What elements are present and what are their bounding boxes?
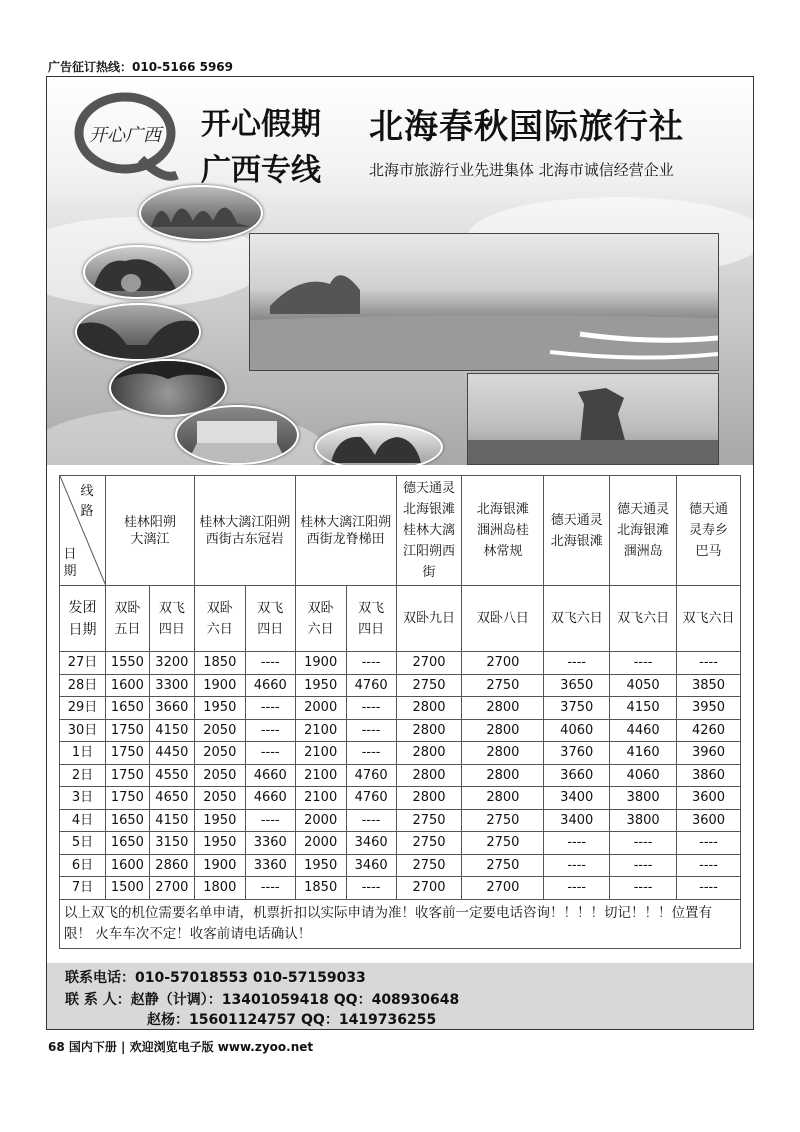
price-cell: 3850 bbox=[677, 674, 741, 697]
route-header: 德天通灵寿乡巴马 bbox=[677, 476, 741, 586]
mode-header: 双飞六日 bbox=[610, 586, 677, 652]
price-cell: 2800 bbox=[396, 742, 462, 765]
price-cell: 3650 bbox=[544, 674, 610, 697]
price-cell: 1850 bbox=[295, 877, 346, 900]
island-rock-photo bbox=[315, 423, 443, 465]
banner bbox=[47, 77, 753, 465]
waterfall-photo bbox=[175, 405, 299, 465]
table-row bbox=[60, 877, 741, 900]
price-cell: 2800 bbox=[462, 719, 544, 742]
route-header: 北海银滩涠洲岛桂林常规 bbox=[462, 476, 544, 586]
price-cell: 3660 bbox=[149, 697, 194, 720]
price-cell: 4150 bbox=[149, 719, 194, 742]
price-cell: 3200 bbox=[149, 652, 194, 675]
price-cell: ---- bbox=[245, 719, 295, 742]
price-cell: 2100 bbox=[295, 764, 346, 787]
start-date-label: 发团日期 bbox=[60, 586, 106, 652]
price-cell: ---- bbox=[610, 832, 677, 855]
price-cell: 3960 bbox=[677, 742, 741, 765]
route-header: 德天通灵北海银滩涠洲岛 bbox=[610, 476, 677, 586]
karst-river-photo bbox=[139, 185, 263, 241]
mode-header: 双卧六日 bbox=[194, 586, 245, 652]
logo-icon bbox=[71, 89, 179, 185]
price-cell: 2800 bbox=[462, 697, 544, 720]
price-cell: 2000 bbox=[295, 809, 346, 832]
beach-photo bbox=[249, 233, 719, 371]
price-cell: 1600 bbox=[105, 674, 149, 697]
slogan-top: 开心假期 bbox=[201, 107, 321, 142]
price-cell: 4760 bbox=[346, 764, 396, 787]
price-cell: 4760 bbox=[346, 787, 396, 810]
agency-name: 北海春秋国际旅行社 bbox=[369, 107, 684, 147]
price-cell: ---- bbox=[346, 809, 396, 832]
price-cell: 2750 bbox=[396, 854, 462, 877]
price-cell: 3600 bbox=[677, 809, 741, 832]
price-cell: 2750 bbox=[396, 809, 462, 832]
table-row bbox=[60, 787, 741, 810]
price-cell: 1950 bbox=[194, 809, 245, 832]
price-cell: 1900 bbox=[194, 854, 245, 877]
price-cell: 3600 bbox=[677, 787, 741, 810]
mode-header: 双卧六日 bbox=[295, 586, 346, 652]
mode-header: 双飞六日 bbox=[677, 586, 741, 652]
price-cell: 4050 bbox=[610, 674, 677, 697]
price-cell: 1950 bbox=[295, 674, 346, 697]
price-cell: 2750 bbox=[462, 674, 544, 697]
price-cell: 1750 bbox=[105, 764, 149, 787]
price-cell: 2050 bbox=[194, 764, 245, 787]
price-cell: 1650 bbox=[105, 809, 149, 832]
price-cell: 3760 bbox=[544, 742, 610, 765]
table-row bbox=[60, 809, 741, 832]
row-date: 2日 bbox=[60, 764, 106, 787]
booking-note: 以上双飞的机位需要名单申请，机票折扣以实际申请为准！收客前一定要电话咨询！！！！切记！！！位置有限！ 火车车次不定！收客前请电话确认！ bbox=[60, 899, 741, 948]
price-cell: 2750 bbox=[396, 832, 462, 855]
price-cell: ---- bbox=[677, 877, 741, 900]
price-cell: 3460 bbox=[346, 854, 396, 877]
contact-person-2: 赵杨：15601124757 QQ：1419736255 bbox=[147, 1012, 437, 1028]
price-cell: 2050 bbox=[194, 742, 245, 765]
page-footer: 68 国内下册 | 欢迎浏览电子版 www.zyoo.net bbox=[48, 1040, 314, 1054]
monument-photo bbox=[467, 373, 719, 465]
price-cell: 3750 bbox=[544, 697, 610, 720]
row-date: 28日 bbox=[60, 674, 106, 697]
row-date: 3日 bbox=[60, 787, 106, 810]
logo-text: 开心广西 bbox=[89, 125, 161, 146]
table-row bbox=[60, 854, 741, 877]
price-cell: 4650 bbox=[149, 787, 194, 810]
price-cell: 3360 bbox=[245, 832, 295, 855]
price-cell: 4160 bbox=[610, 742, 677, 765]
price-cell: 1650 bbox=[105, 832, 149, 855]
route-header: 德天通灵北海银滩桂林大漓江阳朔西街 bbox=[396, 476, 462, 586]
mode-header: 双飞四日 bbox=[245, 586, 295, 652]
price-cell: 4150 bbox=[610, 697, 677, 720]
price-cell: ---- bbox=[544, 854, 610, 877]
price-cell: ---- bbox=[677, 652, 741, 675]
table-row bbox=[60, 652, 741, 675]
table-row bbox=[60, 697, 741, 720]
row-date: 4日 bbox=[60, 809, 106, 832]
price-rows bbox=[60, 652, 741, 900]
price-cell: 2860 bbox=[149, 854, 194, 877]
price-cell: 1600 bbox=[105, 854, 149, 877]
price-cell: 2800 bbox=[396, 764, 462, 787]
price-cell: 2050 bbox=[194, 787, 245, 810]
price-cell: 4260 bbox=[677, 719, 741, 742]
price-cell: 2700 bbox=[462, 877, 544, 900]
price-cell: 3460 bbox=[346, 832, 396, 855]
price-cell: ---- bbox=[245, 652, 295, 675]
price-cell: 2100 bbox=[295, 719, 346, 742]
table-row bbox=[60, 674, 741, 697]
row-date: 29日 bbox=[60, 697, 106, 720]
price-cell: 2000 bbox=[295, 832, 346, 855]
price-cell: 2000 bbox=[295, 697, 346, 720]
price-cell: ---- bbox=[544, 877, 610, 900]
price-cell: 3950 bbox=[677, 697, 741, 720]
price-cell: 3400 bbox=[544, 809, 610, 832]
price-cell: 4450 bbox=[149, 742, 194, 765]
contact-phone: 联系电话：010-57018553 010-57159033 bbox=[65, 970, 366, 986]
price-cell: 1900 bbox=[194, 674, 245, 697]
price-cell: ---- bbox=[245, 742, 295, 765]
price-cell: 2800 bbox=[396, 697, 462, 720]
mode-header: 双卧八日 bbox=[462, 586, 544, 652]
price-cell: 1650 bbox=[105, 697, 149, 720]
price-cell: 1500 bbox=[105, 877, 149, 900]
price-cell: 1950 bbox=[194, 832, 245, 855]
price-cell: 4060 bbox=[544, 719, 610, 742]
contact-panel bbox=[47, 963, 753, 1029]
mode-header: 双飞四日 bbox=[346, 586, 396, 652]
mode-header: 双飞六日 bbox=[544, 586, 610, 652]
price-cell: ---- bbox=[346, 719, 396, 742]
price-cell: 1550 bbox=[105, 652, 149, 675]
row-date: 7日 bbox=[60, 877, 106, 900]
price-cell: 3800 bbox=[610, 809, 677, 832]
price-cell: ---- bbox=[610, 877, 677, 900]
price-cell: 2800 bbox=[462, 742, 544, 765]
price-cell: ---- bbox=[544, 652, 610, 675]
price-cell: 4060 bbox=[610, 764, 677, 787]
price-cell: 2700 bbox=[396, 877, 462, 900]
price-cell: 2700 bbox=[396, 652, 462, 675]
price-cell: ---- bbox=[610, 854, 677, 877]
price-cell: ---- bbox=[677, 854, 741, 877]
price-cell: 2800 bbox=[396, 719, 462, 742]
table-row bbox=[60, 719, 741, 742]
price-cell: 3800 bbox=[610, 787, 677, 810]
price-cell: 3400 bbox=[544, 787, 610, 810]
mode-header: 双飞四日 bbox=[149, 586, 194, 652]
row-date: 30日 bbox=[60, 719, 106, 742]
price-cell: 3300 bbox=[149, 674, 194, 697]
price-cell: 4150 bbox=[149, 809, 194, 832]
route-header: 桂林大漓江阳朔西街古东冠岩 bbox=[194, 476, 295, 586]
slogan-bottom: 广西专线 bbox=[201, 153, 321, 188]
price-cell: 4660 bbox=[245, 787, 295, 810]
price-table bbox=[59, 475, 741, 949]
price-cell: ---- bbox=[245, 697, 295, 720]
price-cell: 4460 bbox=[610, 719, 677, 742]
route-header: 桂林大漓江阳朔西街龙脊梯田 bbox=[295, 476, 396, 586]
route-header: 桂林阳朔大漓江 bbox=[105, 476, 194, 586]
price-cell: 2800 bbox=[462, 787, 544, 810]
price-cell: 2750 bbox=[462, 832, 544, 855]
price-cell: 3150 bbox=[149, 832, 194, 855]
price-cell: 2800 bbox=[396, 787, 462, 810]
price-cell: 3860 bbox=[677, 764, 741, 787]
row-date: 6日 bbox=[60, 854, 106, 877]
price-cell: 2750 bbox=[462, 854, 544, 877]
rock-arch-photo bbox=[83, 245, 191, 299]
table-corner-cell bbox=[60, 476, 106, 586]
price-cell: 1750 bbox=[105, 719, 149, 742]
price-cell: ---- bbox=[610, 652, 677, 675]
ad-hotline: 广告征订热线：010-5166 5969 bbox=[48, 60, 234, 74]
price-cell: 1950 bbox=[194, 697, 245, 720]
price-cell: 2700 bbox=[462, 652, 544, 675]
contact-person-1: 联 系 人：赵静（计调）：13401059418 QQ：408930648 bbox=[65, 992, 460, 1008]
price-cell: 2100 bbox=[295, 787, 346, 810]
price-cell: ---- bbox=[346, 742, 396, 765]
price-cell: 3660 bbox=[544, 764, 610, 787]
price-cell: 3360 bbox=[245, 854, 295, 877]
mode-header: 双卧五日 bbox=[105, 586, 149, 652]
price-cell: 4760 bbox=[346, 674, 396, 697]
price-cell: 2700 bbox=[149, 877, 194, 900]
row-date: 27日 bbox=[60, 652, 106, 675]
price-cell: ---- bbox=[245, 877, 295, 900]
corner-date-label: 日期 bbox=[63, 547, 77, 579]
price-cell: 2050 bbox=[194, 719, 245, 742]
gorge-photo bbox=[75, 303, 201, 361]
price-cell: 1800 bbox=[194, 877, 245, 900]
price-cell: 1750 bbox=[105, 742, 149, 765]
price-cell: 1950 bbox=[295, 854, 346, 877]
price-cell: 2750 bbox=[462, 809, 544, 832]
price-cell: 4550 bbox=[149, 764, 194, 787]
route-header: 德天通灵北海银滩 bbox=[544, 476, 610, 586]
price-cell: ---- bbox=[544, 832, 610, 855]
table-row bbox=[60, 764, 741, 787]
price-cell: ---- bbox=[245, 809, 295, 832]
price-cell: 4660 bbox=[245, 674, 295, 697]
price-cell: 2800 bbox=[462, 764, 544, 787]
advertisement-frame bbox=[46, 76, 754, 1030]
price-cell: 4660 bbox=[245, 764, 295, 787]
price-cell: ---- bbox=[677, 832, 741, 855]
price-cell: ---- bbox=[346, 877, 396, 900]
row-date: 1日 bbox=[60, 742, 106, 765]
price-cell: 1900 bbox=[295, 652, 346, 675]
price-cell: 2100 bbox=[295, 742, 346, 765]
table-row bbox=[60, 832, 741, 855]
price-cell: ---- bbox=[346, 652, 396, 675]
price-cell: 2750 bbox=[396, 674, 462, 697]
table-row bbox=[60, 742, 741, 765]
price-cell: 1750 bbox=[105, 787, 149, 810]
price-cell: ---- bbox=[346, 697, 396, 720]
corner-route-label: 线路 bbox=[80, 484, 94, 519]
mode-header: 双卧九日 bbox=[396, 586, 462, 652]
agency-honors: 北海市旅游行业先进集体 北海市诚信经营企业 bbox=[369, 161, 674, 179]
row-date: 5日 bbox=[60, 832, 106, 855]
price-cell: 1850 bbox=[194, 652, 245, 675]
